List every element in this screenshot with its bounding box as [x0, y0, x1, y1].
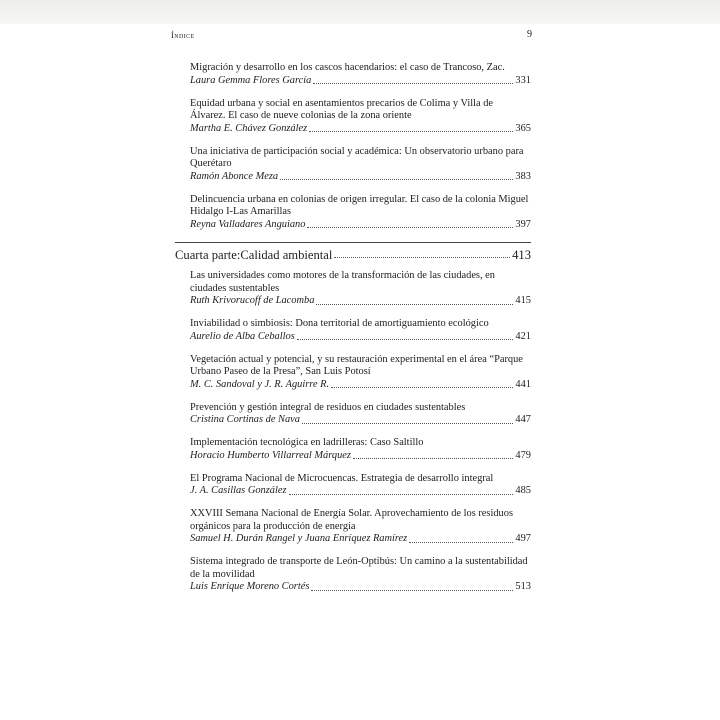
entry-page: 497	[515, 533, 531, 544]
entry-author: Horacio Humberto Villarreal Márquez	[190, 449, 351, 461]
entry-title: Las universidades como motores de la transformación de las ciudades, en ciudades sustentables	[190, 270, 495, 294]
dot-leader	[297, 339, 514, 340]
entry-title: Vegetación actual y potencial, y su restauración experimental en el área “Parque Urbano Paseo de la Presa”, San Luis Potosí	[190, 353, 523, 377]
toc-entry	[190, 98, 531, 136]
toc-entry	[190, 556, 531, 594]
section-heading	[175, 249, 531, 262]
entry-author: Ramón Abonce Meza	[190, 170, 279, 182]
running-head: Índice	[171, 30, 195, 40]
dot-leader	[353, 458, 513, 459]
entry-page: 331	[515, 74, 531, 86]
section-page: 413	[512, 247, 531, 262]
entry-title: Migración y desarrollo en los cascos hacendarios: el caso de Trancoso, Zac.	[190, 62, 505, 73]
entry-title: Equidad urbana y social en asentamientos precarios de Colima y Villa de Álvarez. El caso de nueve colonias de la zona oriente	[190, 97, 494, 121]
entry-author: Samuel H. Durán Rangel y Juana Enríquez Ramírez	[190, 533, 408, 544]
entry-author-line	[190, 450, 531, 463]
entry-page: 513	[515, 581, 531, 592]
section-title: Cuarta parte:Calidad ambiental	[175, 247, 333, 262]
dot-leader	[316, 304, 513, 305]
entry-author-line	[190, 414, 531, 427]
entry-author-line	[190, 295, 531, 308]
entry-page: 485	[515, 485, 531, 496]
entry-author-line	[190, 219, 531, 232]
entry-title: Implementación tecnológica en ladrilleras: Caso Saltillo	[190, 437, 424, 448]
dot-leader	[409, 542, 513, 543]
entry-title: Delincuencia urbana en colonias de origen irregular. El caso de la colonia Miguel Hidalgo I-Las Amarillas	[190, 193, 529, 217]
dot-leader	[289, 494, 514, 495]
entry-author: Reyna Valladares Anguiano	[190, 218, 306, 230]
toc-entry	[190, 318, 531, 343]
dot-leader	[331, 387, 513, 388]
entry-title: XXVIII Semana Nacional de Energía Solar. Aprovechamiento de los residuos orgánicos para la producción de energía	[190, 508, 513, 532]
dot-leader	[302, 423, 513, 424]
toc-entry	[190, 270, 531, 308]
entry-title: Sistema integrado de transporte de León-Optibús: Un camino a la sustentabilidad de la movilidad	[190, 556, 528, 580]
toc-entry	[190, 473, 531, 498]
entry-page: 479	[515, 449, 531, 461]
entry-page: 383	[515, 170, 531, 182]
entry-page: 415	[515, 295, 531, 306]
entry-page: 365	[515, 122, 531, 134]
entry-author-line	[190, 581, 531, 594]
entry-author: Cristina Cortinas de Nava	[190, 414, 300, 425]
entry-page: 421	[515, 330, 531, 342]
entry-author: M. C. Sandoval y J. R. Aguirre R.	[190, 378, 330, 390]
entry-author-line	[190, 75, 531, 88]
entry-title: El Programa Nacional de Microcuencas. Estrategia de desarrollo integral	[190, 472, 494, 484]
entry-author-line	[190, 331, 531, 344]
dot-leader	[309, 131, 513, 132]
entry-page: 397	[515, 218, 531, 230]
toc-entry	[190, 354, 531, 392]
entry-page: 441	[515, 378, 531, 390]
dot-leader	[313, 83, 513, 84]
entry-author-line	[190, 485, 531, 498]
entry-author-line	[190, 379, 531, 392]
toc-entry	[190, 402, 531, 427]
entry-author-line	[190, 171, 531, 184]
dot-leader	[280, 179, 513, 180]
entry-author: Aurelio de Alba Ceballos	[190, 330, 295, 342]
entry-author: Ruth Krivorucoff de Lacomba	[190, 295, 315, 306]
entry-author-line	[190, 123, 531, 136]
toc-entry	[190, 508, 531, 546]
entry-title: Una iniciativa de participación social y académica: Un observatorio urbano para Querétaro	[190, 145, 524, 169]
dot-leader	[334, 257, 510, 258]
page-number: 9	[527, 29, 532, 40]
entry-author: Luis Enrique Moreno Cortés	[190, 581, 310, 592]
entry-title: Prevención y gestión integral de residuos en ciudades sustentables	[190, 401, 466, 413]
toc-entry	[190, 146, 531, 184]
entry-author-line	[190, 533, 531, 546]
table-of-contents	[175, 62, 531, 604]
entry-author: J. A. Casillas González	[190, 485, 287, 496]
entry-author: Martha E. Chávez González	[190, 122, 308, 134]
dot-leader	[307, 227, 513, 228]
toc-entry	[190, 62, 531, 87]
entry-title: Inviabilidad o simbiosis: Dona territorial de amortiguamiento ecológico	[190, 318, 489, 329]
entry-author: Laura Gemma Flores García	[190, 74, 312, 86]
scan-shadow	[0, 0, 720, 24]
toc-entry	[190, 437, 531, 462]
toc-entry	[190, 194, 531, 232]
entry-page: 447	[515, 414, 531, 425]
dot-leader	[311, 590, 513, 591]
section-divider	[175, 242, 531, 243]
